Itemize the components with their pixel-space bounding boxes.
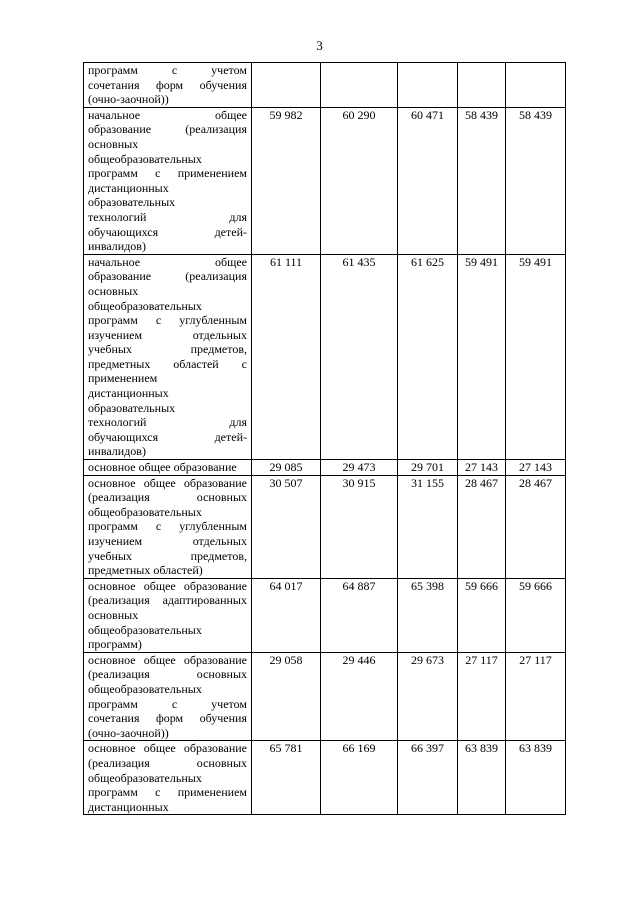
value-cell: 29 673	[398, 652, 458, 741]
value-cell: 30 915	[321, 475, 398, 578]
description-line: основных	[88, 283, 139, 298]
value-cell: 30 507	[252, 475, 321, 578]
row-description	[84, 460, 252, 476]
value-cell: 63 839	[506, 741, 566, 815]
description-line: обучающихся детей-	[88, 224, 247, 239]
page-number: 3	[316, 38, 323, 53]
table-row	[84, 254, 566, 459]
table-row	[84, 460, 566, 476]
value-cell: 60 471	[398, 107, 458, 254]
row-description	[84, 475, 252, 578]
table-row	[84, 63, 566, 108]
description-line: (очно-заочной))	[88, 725, 169, 740]
description-line: начальное общее	[88, 254, 247, 269]
value-cell: 59 491	[506, 254, 566, 459]
value-cell: 59 491	[458, 254, 506, 459]
description-line: сочетания форм обучения	[88, 711, 247, 726]
description-line: основных	[88, 607, 139, 622]
description-line: образовательных	[88, 195, 176, 210]
value-cell: 31 155	[398, 475, 458, 578]
description-line: общеобразовательных	[88, 298, 202, 313]
description-line: дистанционных	[88, 799, 169, 814]
row-description	[84, 578, 252, 652]
value-cell: 27 143	[506, 460, 566, 476]
value-cell: 27 117	[506, 652, 566, 741]
description-line: образовательных	[88, 400, 176, 415]
value-cell: 29 473	[321, 460, 398, 476]
value-cell	[506, 63, 566, 108]
description-line: изучением отдельных	[88, 534, 247, 548]
description-line: программ)	[88, 637, 142, 652]
description-line: изучением отдельных	[88, 327, 247, 342]
description-line: начальное общее	[88, 107, 247, 122]
value-cell	[252, 63, 321, 108]
description-line: программ с углубленным	[88, 313, 247, 328]
value-cell: 61 111	[252, 254, 321, 459]
description-line: предметных областей)	[88, 563, 203, 578]
value-cell: 58 439	[458, 107, 506, 254]
row-description	[84, 652, 252, 741]
description-line: предметных областей с	[88, 356, 247, 371]
description-line: инвалидов)	[88, 444, 146, 459]
table-body	[84, 63, 566, 815]
description-line: технологий для	[88, 209, 247, 224]
value-cell: 28 467	[506, 475, 566, 578]
description-line: инвалидов)	[88, 239, 146, 254]
value-cell: 66 169	[321, 741, 398, 815]
value-cell	[398, 63, 458, 108]
value-cell: 58 439	[506, 107, 566, 254]
value-cell: 64 017	[252, 578, 321, 652]
value-cell: 29 701	[398, 460, 458, 476]
table-row	[84, 107, 566, 254]
data-table	[83, 62, 566, 815]
value-cell: 29 058	[252, 652, 321, 741]
row-description	[84, 63, 252, 108]
value-cell: 66 397	[398, 741, 458, 815]
row-description	[84, 107, 252, 254]
table-row	[84, 578, 566, 652]
description-line: обучающихся детей-	[88, 429, 247, 444]
value-cell: 29 085	[252, 460, 321, 476]
description-line: программ с применением	[88, 166, 247, 181]
value-cell: 59 982	[252, 107, 321, 254]
table-row	[84, 741, 566, 815]
description-line: основное общее образование	[88, 578, 247, 593]
value-cell: 64 887	[321, 578, 398, 652]
value-cell: 28 467	[458, 475, 506, 578]
description-line: основное общее образование	[88, 741, 247, 756]
value-cell: 29 446	[321, 652, 398, 741]
description-line: программ с учетом	[88, 696, 247, 711]
description-line: основных	[88, 136, 139, 151]
table-row	[84, 652, 566, 741]
description-line: общеобразовательных	[88, 770, 202, 785]
description-line: общеобразовательных	[88, 622, 202, 637]
value-cell: 65 398	[398, 578, 458, 652]
value-cell: 60 290	[321, 107, 398, 254]
value-cell: 65 781	[252, 741, 321, 815]
description-line: (реализация основных	[88, 490, 247, 505]
description-line: (реализация адаптированных	[88, 593, 247, 608]
description-line: учебных предметов,	[88, 548, 247, 563]
description-line: технологий для	[88, 415, 247, 430]
value-cell: 27 143	[458, 460, 506, 476]
description-line: учебных предметов,	[88, 342, 247, 357]
value-cell: 61 435	[321, 254, 398, 459]
description-line: общеобразовательных	[88, 504, 202, 519]
description-line: сочетания форм обучения	[88, 77, 247, 92]
description-line: применением	[88, 371, 158, 386]
description-line: (реализация основных	[88, 755, 247, 770]
description-line: основное общее образование	[88, 460, 237, 475]
description-line: программ с углубленным	[88, 519, 247, 534]
description-line: образование (реализация	[88, 122, 247, 137]
table-row	[84, 475, 566, 578]
value-cell: 27 117	[458, 652, 506, 741]
description-line: основное общее образование	[88, 652, 247, 667]
value-cell: 59 666	[506, 578, 566, 652]
description-line: образование (реализация	[88, 269, 247, 284]
description-line: дистанционных	[88, 386, 169, 401]
value-cell	[458, 63, 506, 108]
description-line: дистанционных	[88, 180, 169, 195]
description-line: общеобразовательных	[88, 151, 202, 166]
description-line: основное общее образование	[88, 475, 247, 490]
value-cell: 59 666	[458, 578, 506, 652]
description-line: общеобразовательных	[88, 681, 202, 696]
value-cell	[321, 63, 398, 108]
description-line: программ с применением	[88, 785, 247, 800]
row-description	[84, 741, 252, 815]
row-description	[84, 254, 252, 459]
description-line: программ с учетом	[88, 63, 247, 77]
description-line: (реализация основных	[88, 667, 247, 682]
value-cell: 61 625	[398, 254, 458, 459]
value-cell: 63 839	[458, 741, 506, 815]
description-line: (очно-заочной))	[88, 92, 169, 107]
